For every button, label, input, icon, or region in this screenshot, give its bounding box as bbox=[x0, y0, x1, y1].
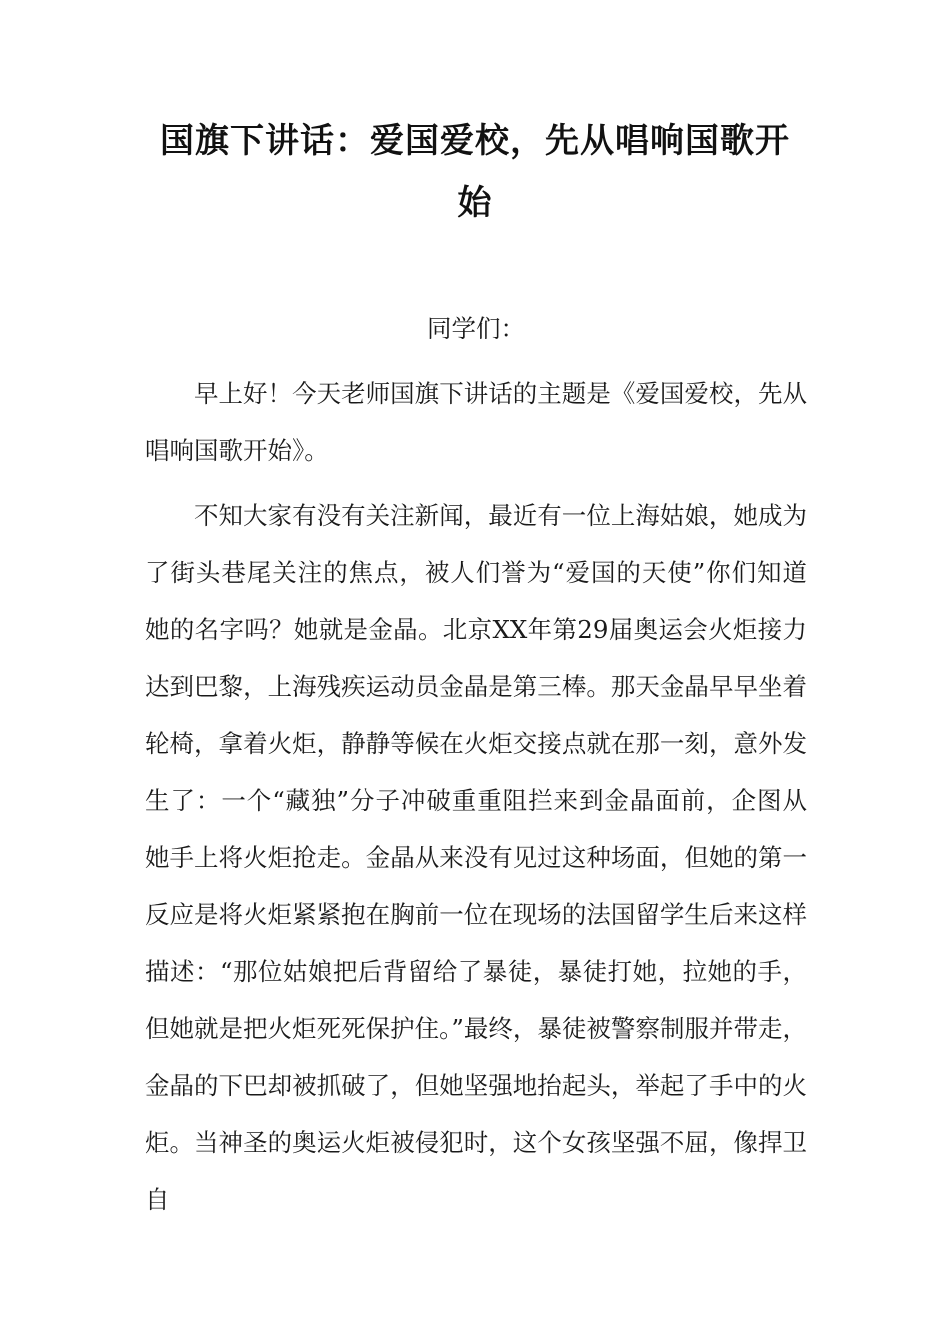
paragraph-greeting: 早上好！今天老师国旗下讲话的主题是《爱国爱校，先从唱响国歌开始》。 bbox=[145, 379, 807, 465]
document-title: 国旗下讲话：爱国爱校，先从唱响国歌开始 bbox=[160, 121, 790, 223]
salutation: 同学们： bbox=[427, 314, 525, 343]
document-body bbox=[145, 300, 807, 1228]
paragraph-story: 不知大家有没有关注新闻，最近有一位上海姑娘，她成为了街头巷尾关注的焦点，被人们誉为“爱国的天使”你们知道她的名字吗？她就是金晶。北京XX年第29届奥运会火炬接力达到巴黎，上海残疾运动员金晶是第三棒。那天金晶早早坐着轮椅，拿着火炬，静静等候在火炬交接点就在那一刻，意外发生了：一个“藏独”分子冲破重重阻拦来到金晶面前，企图从她手上将火炬抢走。金晶从来没有见过这种场面，但她的第一反应是将火炬紧紧抱在胸前一位在现场的法国留学生后来这样描述：“那位姑娘把后背留给了暴徒，暴徒打她，拉她的手，但她就是把火炬死死保护住。”最终，暴徒被警察制服并带走，金晶的下巴却被抓破了，但她坚强地抬起头，举起了手中的火炬。当神圣的奥运火炬被侵犯时，这个女孩坚强不屈，像捍卫自 bbox=[145, 501, 807, 1214]
